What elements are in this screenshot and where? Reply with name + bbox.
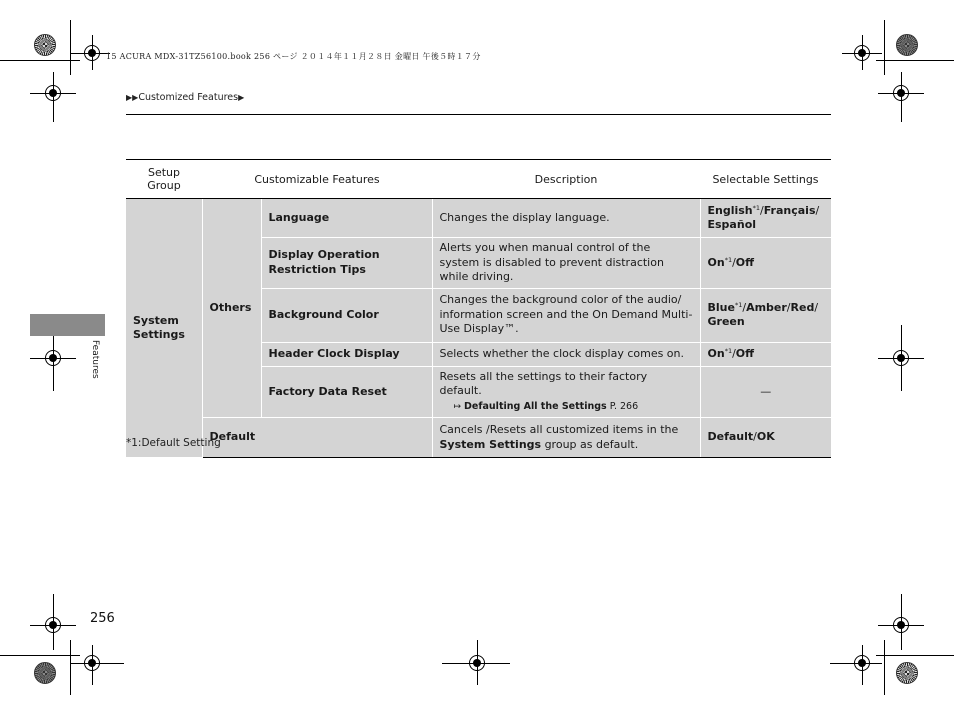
selectable-settings: English$^{*1}$/Français/ Español xyxy=(700,199,831,238)
header-description: Description xyxy=(432,160,700,199)
table-row xyxy=(126,199,831,238)
header-rule xyxy=(126,114,831,115)
footnote: *1:Default Setting xyxy=(126,437,221,449)
selectable-settings: Blue$^{*1}$/Amber/Red/ Green xyxy=(700,288,831,342)
selectable-settings: On$^{*1}$/Off xyxy=(700,238,831,289)
section-tab-label: Features xyxy=(90,340,100,379)
page-reference-icon: ↦ xyxy=(453,401,462,412)
registration-sunburst-icon xyxy=(896,662,918,684)
subgroup-others: Others xyxy=(202,199,261,418)
feature-description: Resets all the settings to their factory default. ↦ Defaulting All the Settings P. 266 xyxy=(432,366,700,418)
breadcrumb-arrows-icon: ▶▶ xyxy=(126,93,139,102)
feature-name: Header Clock Display xyxy=(261,342,432,366)
breadcrumb-link[interactable]: Customized Features xyxy=(138,92,239,103)
subgroup-default: Default xyxy=(202,418,432,458)
setup-group-cell: System Settings xyxy=(126,199,202,458)
registration-sunburst-icon xyxy=(896,34,918,56)
selectable-settings: Default/OK xyxy=(700,418,831,458)
section-tab xyxy=(30,314,105,336)
feature-name: Factory Data Reset xyxy=(261,366,432,418)
header-setup-group: Setup Group xyxy=(126,160,202,199)
print-file-header: 15 ACURA MDX-31TZ56100.book 256 ページ ２０１４年１１月２８日 金曜日 午後５時１７分 xyxy=(106,52,481,61)
breadcrumb xyxy=(126,92,244,103)
header-selectable-settings: Selectable Settings xyxy=(700,160,831,199)
selectable-settings: On$^{*1}$/Off xyxy=(700,342,831,366)
feature-name: Background Color xyxy=(261,288,432,342)
settings-table xyxy=(126,159,831,458)
feature-description: Selects whether the clock display comes on. xyxy=(432,342,700,366)
table-row xyxy=(126,418,831,458)
feature-name: Display Operation Restriction Tips xyxy=(261,238,432,289)
selectable-settings: — xyxy=(700,366,831,418)
feature-description: Changes the display language. xyxy=(432,199,700,238)
breadcrumb-arrow-icon: ▶ xyxy=(238,93,245,102)
header-customizable-features: Customizable Features xyxy=(202,160,432,199)
registration-sunburst-icon xyxy=(34,662,56,684)
feature-description: Cancels /Resets all customized items in the System Settings group as default. xyxy=(432,418,700,458)
feature-description: Changes the background color of the audio/ information screen and the On Demand Multi-Use Display™. xyxy=(432,288,700,342)
table-header-row xyxy=(126,160,831,199)
feature-description: Alerts you when manual control of the system is disabled to prevent distraction while driving. xyxy=(432,238,700,289)
page-number: 256 xyxy=(90,611,115,626)
registration-sunburst-icon xyxy=(34,34,56,56)
cross-reference[interactable]: ↦ Defaulting All the Settings P. 266 xyxy=(440,401,639,412)
feature-name: Language xyxy=(261,199,432,238)
